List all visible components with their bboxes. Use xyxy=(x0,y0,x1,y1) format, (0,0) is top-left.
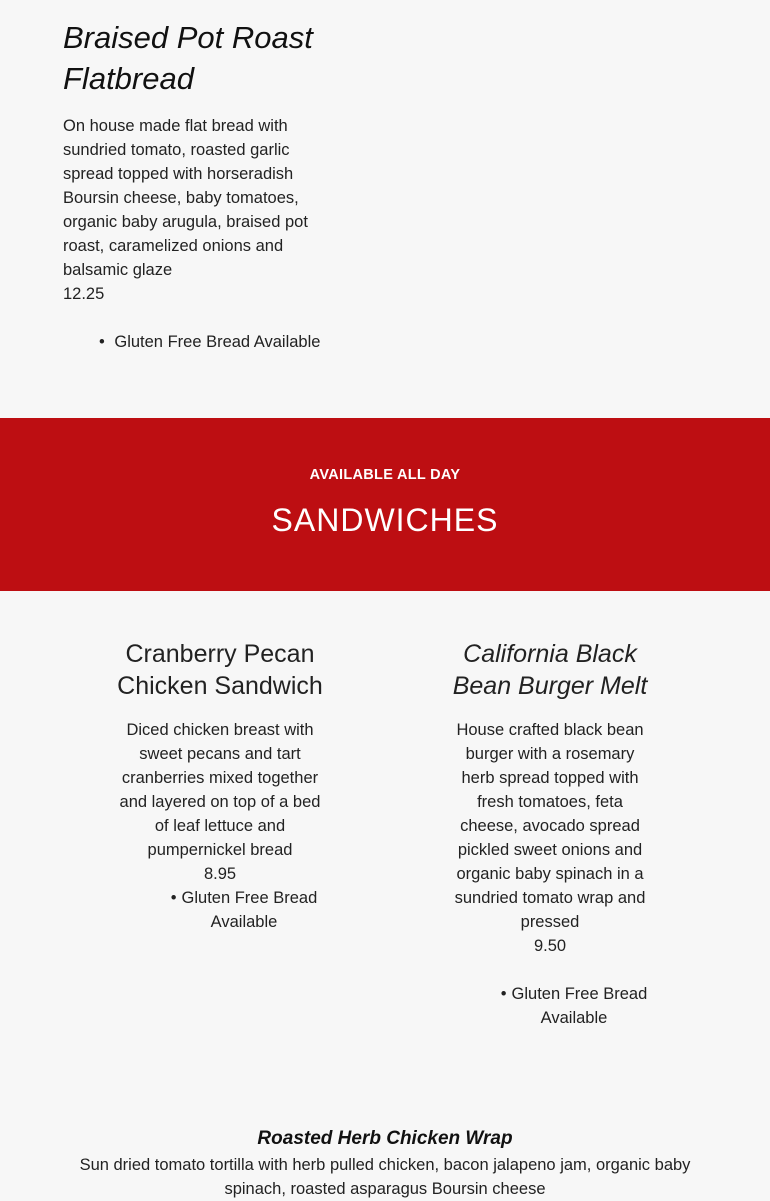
item-price: 8.95 xyxy=(203,865,237,883)
item-description: On house made flat bread with sundried tomato, roasted garlic spread topped with horseradish Boursin cheese, baby tomatoes, organic baby arugula, braised pot roast, caramelized onions and balsamic glaze xyxy=(63,117,308,279)
gluten-free-note xyxy=(99,330,333,354)
item-title-line2: Bean Burger Melt xyxy=(452,672,648,700)
item-title xyxy=(110,638,330,702)
item-title xyxy=(63,17,333,99)
menu-item-flatbread xyxy=(63,17,333,354)
item-title xyxy=(440,638,660,702)
item-price: 12.25 xyxy=(63,285,105,303)
item-description-line2: spinach, roasted asparagus Boursin cheese xyxy=(224,1180,546,1198)
gluten-free-note-text: Gluten Free Bread Available xyxy=(114,333,321,351)
gluten-free-note-line2: Available xyxy=(540,1009,608,1027)
item-title-line2: Chicken Sandwich xyxy=(117,672,323,700)
item-price: 9.50 xyxy=(533,937,567,955)
item-description: House crafted black bean burger with a rosemary herb spread topped with fresh tomatoes, feta cheese, avocado spread pickled sweet onions and organic baby spinach in a sundried tomato wrap and pressed xyxy=(454,721,646,931)
menu-item-black-bean-burger xyxy=(440,638,660,1030)
gluten-free-note-line1: • Gluten Free Bread xyxy=(171,889,318,907)
section-heading: SANDWICHES xyxy=(271,502,499,538)
item-title-line1: Cranberry Pecan xyxy=(125,640,315,668)
item-description xyxy=(40,1153,730,1201)
gluten-free-note xyxy=(110,886,330,934)
menu-item-herb-chicken-wrap xyxy=(40,1128,730,1201)
gluten-free-note xyxy=(440,982,660,1030)
item-title-line2: Flatbread xyxy=(63,61,194,96)
item-title: Roasted Herb Chicken Wrap xyxy=(257,1128,513,1149)
item-title-line1: California Black xyxy=(463,640,637,668)
gluten-free-note-line2: Available xyxy=(210,913,278,931)
gluten-free-note-line1: • Gluten Free Bread xyxy=(501,985,648,1003)
item-description: Diced chicken breast with sweet pecans and tart cranberries mixed together and layered on top of a bed of leaf lettuce and pumpernickel bread xyxy=(119,721,321,859)
section-eyebrow: AVAILABLE ALL DAY xyxy=(309,467,461,483)
item-description-line1: Sun dried tomato tortilla with herb pulled chicken, bacon jalapeno jam, organic baby xyxy=(79,1156,691,1174)
item-title-line1: Braised Pot Roast xyxy=(63,20,313,55)
menu-item-cranberry-pecan xyxy=(110,638,330,934)
